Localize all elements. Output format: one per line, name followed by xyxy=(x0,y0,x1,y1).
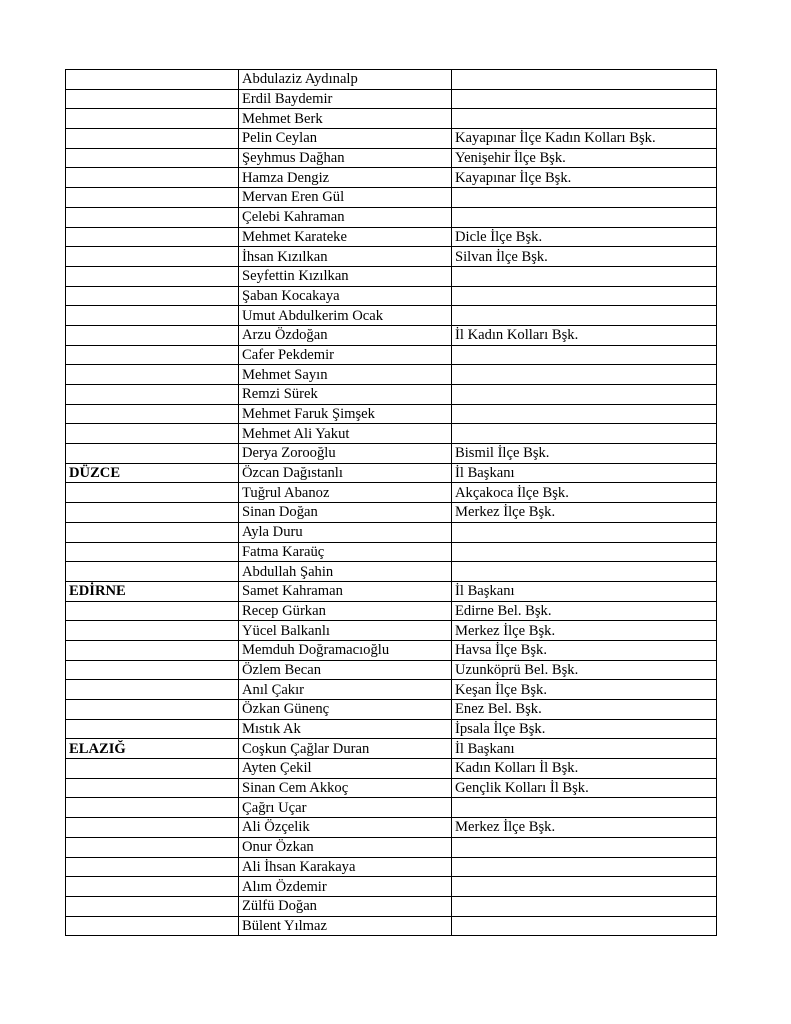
province-cell xyxy=(66,109,239,129)
member-name-cell: Recep Gürkan xyxy=(239,601,452,621)
province-cell xyxy=(66,542,239,562)
table-row xyxy=(66,759,717,779)
member-name-cell: Abdulaziz Aydınalp xyxy=(239,70,452,90)
position-cell xyxy=(452,266,717,286)
table-row xyxy=(66,503,717,523)
member-list-body xyxy=(66,70,717,936)
province-cell xyxy=(66,483,239,503)
table-row xyxy=(66,857,717,877)
position-cell xyxy=(452,562,717,582)
position-cell: Keşan İlçe Bşk. xyxy=(452,680,717,700)
province-cell xyxy=(66,522,239,542)
province-cell xyxy=(66,719,239,739)
member-name-cell: Onur Özkan xyxy=(239,837,452,857)
province-cell xyxy=(66,306,239,326)
province-cell: EDİRNE xyxy=(66,581,239,601)
table-row xyxy=(66,365,717,385)
table-row xyxy=(66,444,717,464)
province-cell xyxy=(66,148,239,168)
position-cell xyxy=(452,542,717,562)
province-cell xyxy=(66,168,239,188)
province-cell xyxy=(66,188,239,208)
position-cell xyxy=(452,89,717,109)
member-list-table xyxy=(65,69,717,936)
position-cell xyxy=(452,877,717,897)
member-name-cell: Mehmet Berk xyxy=(239,109,452,129)
member-name-cell: Sinan Doğan xyxy=(239,503,452,523)
province-cell xyxy=(66,601,239,621)
member-name-cell: Mervan Eren Gül xyxy=(239,188,452,208)
member-name-cell: Mehmet Sayın xyxy=(239,365,452,385)
position-cell xyxy=(452,345,717,365)
member-name-cell: Ayten Çekil xyxy=(239,759,452,779)
table-row xyxy=(66,70,717,90)
member-name-cell: Ali Özçelik xyxy=(239,818,452,838)
province-cell xyxy=(66,877,239,897)
position-cell: İl Başkanı xyxy=(452,739,717,759)
province-cell xyxy=(66,385,239,405)
table-row xyxy=(66,188,717,208)
member-name-cell: Mehmet Faruk Şimşek xyxy=(239,404,452,424)
member-name-cell: Ayla Duru xyxy=(239,522,452,542)
province-cell xyxy=(66,247,239,267)
member-name-cell: Sinan Cem Akkoç xyxy=(239,778,452,798)
table-row xyxy=(66,837,717,857)
position-cell xyxy=(452,385,717,405)
table-row xyxy=(66,581,717,601)
province-cell xyxy=(66,660,239,680)
member-name-cell: Mehmet Karateke xyxy=(239,227,452,247)
member-name-cell: Bülent Yılmaz xyxy=(239,916,452,936)
member-name-cell: Pelin Ceylan xyxy=(239,129,452,149)
table-row xyxy=(66,916,717,936)
table-row xyxy=(66,700,717,720)
member-name-cell: Özlem Becan xyxy=(239,660,452,680)
table-row xyxy=(66,896,717,916)
province-cell xyxy=(66,129,239,149)
province-cell xyxy=(66,207,239,227)
member-name-cell: Özcan Dağıstanlı xyxy=(239,463,452,483)
position-cell: İpsala İlçe Bşk. xyxy=(452,719,717,739)
position-cell: Merkez İlçe Bşk. xyxy=(452,621,717,641)
table-row xyxy=(66,385,717,405)
table-row xyxy=(66,148,717,168)
table-row xyxy=(66,542,717,562)
position-cell xyxy=(452,857,717,877)
member-name-cell: Çelebi Kahraman xyxy=(239,207,452,227)
member-name-cell: Abdullah Şahin xyxy=(239,562,452,582)
table-row xyxy=(66,325,717,345)
province-cell xyxy=(66,621,239,641)
province-cell xyxy=(66,286,239,306)
position-cell xyxy=(452,365,717,385)
table-row xyxy=(66,247,717,267)
member-name-cell: Şaban Kocakaya xyxy=(239,286,452,306)
position-cell: Kayapınar İlçe Kadın Kolları Bşk. xyxy=(452,129,717,149)
member-name-cell: Mıstık Ak xyxy=(239,719,452,739)
table-row xyxy=(66,424,717,444)
position-cell xyxy=(452,798,717,818)
province-cell: ELAZIĞ xyxy=(66,739,239,759)
province-cell xyxy=(66,680,239,700)
member-name-cell: Çağrı Uçar xyxy=(239,798,452,818)
position-cell: Gençlik Kolları İl Bşk. xyxy=(452,778,717,798)
member-name-cell: Şeyhmus Dağhan xyxy=(239,148,452,168)
position-cell: İl Kadın Kolları Bşk. xyxy=(452,325,717,345)
position-cell: Dicle İlçe Bşk. xyxy=(452,227,717,247)
table-row xyxy=(66,562,717,582)
table-row xyxy=(66,680,717,700)
member-name-cell: Arzu Özdoğan xyxy=(239,325,452,345)
position-cell xyxy=(452,522,717,542)
table-row xyxy=(66,483,717,503)
member-name-cell: Derya Zorooğlu xyxy=(239,444,452,464)
table-row xyxy=(66,286,717,306)
position-cell xyxy=(452,916,717,936)
position-cell xyxy=(452,837,717,857)
table-row xyxy=(66,207,717,227)
member-name-cell: Zülfü Doğan xyxy=(239,896,452,916)
position-cell: İl Başkanı xyxy=(452,581,717,601)
table-row xyxy=(66,109,717,129)
member-name-cell: Remzi Sürek xyxy=(239,385,452,405)
table-row xyxy=(66,522,717,542)
member-name-cell: Cafer Pekdemir xyxy=(239,345,452,365)
table-row xyxy=(66,168,717,188)
table-row xyxy=(66,739,717,759)
position-cell xyxy=(452,70,717,90)
position-cell: Kadın Kolları İl Bşk. xyxy=(452,759,717,779)
member-name-cell: Ali İhsan Karakaya xyxy=(239,857,452,877)
table-row xyxy=(66,621,717,641)
position-cell: Bismil İlçe Bşk. xyxy=(452,444,717,464)
member-name-cell: Fatma Karaüç xyxy=(239,542,452,562)
member-name-cell: Özkan Günenç xyxy=(239,700,452,720)
table-row xyxy=(66,89,717,109)
province-cell xyxy=(66,404,239,424)
position-cell xyxy=(452,306,717,326)
position-cell: Silvan İlçe Bşk. xyxy=(452,247,717,267)
province-cell xyxy=(66,562,239,582)
member-name-cell: Memduh Doğramacıoğlu xyxy=(239,640,452,660)
table-row xyxy=(66,463,717,483)
position-cell: Uzunköprü Bel. Bşk. xyxy=(452,660,717,680)
position-cell: Akçakoca İlçe Bşk. xyxy=(452,483,717,503)
province-cell xyxy=(66,503,239,523)
member-name-cell: Erdil Baydemir xyxy=(239,89,452,109)
province-cell xyxy=(66,444,239,464)
table-row xyxy=(66,798,717,818)
province-cell: DÜZCE xyxy=(66,463,239,483)
province-cell xyxy=(66,778,239,798)
province-cell xyxy=(66,365,239,385)
position-cell: Yenişehir İlçe Bşk. xyxy=(452,148,717,168)
province-cell xyxy=(66,325,239,345)
position-cell xyxy=(452,207,717,227)
member-name-cell: Seyfettin Kızılkan xyxy=(239,266,452,286)
province-cell xyxy=(66,798,239,818)
province-cell xyxy=(66,818,239,838)
province-cell xyxy=(66,896,239,916)
table-row xyxy=(66,306,717,326)
position-cell: Edirne Bel. Bşk. xyxy=(452,601,717,621)
province-cell xyxy=(66,640,239,660)
province-cell xyxy=(66,700,239,720)
province-cell xyxy=(66,89,239,109)
province-cell xyxy=(66,345,239,365)
position-cell xyxy=(452,286,717,306)
province-cell xyxy=(66,266,239,286)
position-cell xyxy=(452,188,717,208)
member-name-cell: Coşkun Çağlar Duran xyxy=(239,739,452,759)
province-cell xyxy=(66,837,239,857)
member-name-cell: İhsan Kızılkan xyxy=(239,247,452,267)
member-name-cell: Yücel Balkanlı xyxy=(239,621,452,641)
table-row xyxy=(66,601,717,621)
position-cell: Kayapınar İlçe Bşk. xyxy=(452,168,717,188)
member-name-cell: Alım Özdemir xyxy=(239,877,452,897)
table-row xyxy=(66,227,717,247)
table-row xyxy=(66,404,717,424)
position-cell xyxy=(452,109,717,129)
province-cell xyxy=(66,70,239,90)
member-name-cell: Samet Kahraman xyxy=(239,581,452,601)
province-cell xyxy=(66,916,239,936)
position-cell: Enez Bel. Bşk. xyxy=(452,700,717,720)
table-row xyxy=(66,660,717,680)
table-row xyxy=(66,640,717,660)
position-cell: İl Başkanı xyxy=(452,463,717,483)
table-row xyxy=(66,778,717,798)
member-name-cell: Anıl Çakır xyxy=(239,680,452,700)
position-cell xyxy=(452,896,717,916)
table-row xyxy=(66,818,717,838)
table-row xyxy=(66,266,717,286)
province-cell xyxy=(66,424,239,444)
position-cell: Havsa İlçe Bşk. xyxy=(452,640,717,660)
position-cell xyxy=(452,424,717,444)
table-row xyxy=(66,877,717,897)
member-name-cell: Mehmet Ali Yakut xyxy=(239,424,452,444)
position-cell: Merkez İlçe Bşk. xyxy=(452,503,717,523)
province-cell xyxy=(66,759,239,779)
province-cell xyxy=(66,227,239,247)
member-name-cell: Hamza Dengiz xyxy=(239,168,452,188)
position-cell xyxy=(452,404,717,424)
table-row xyxy=(66,719,717,739)
position-cell: Merkez İlçe Bşk. xyxy=(452,818,717,838)
member-name-cell: Tuğrul Abanoz xyxy=(239,483,452,503)
province-cell xyxy=(66,857,239,877)
table-row xyxy=(66,345,717,365)
table-row xyxy=(66,129,717,149)
member-name-cell: Umut Abdulkerim Ocak xyxy=(239,306,452,326)
